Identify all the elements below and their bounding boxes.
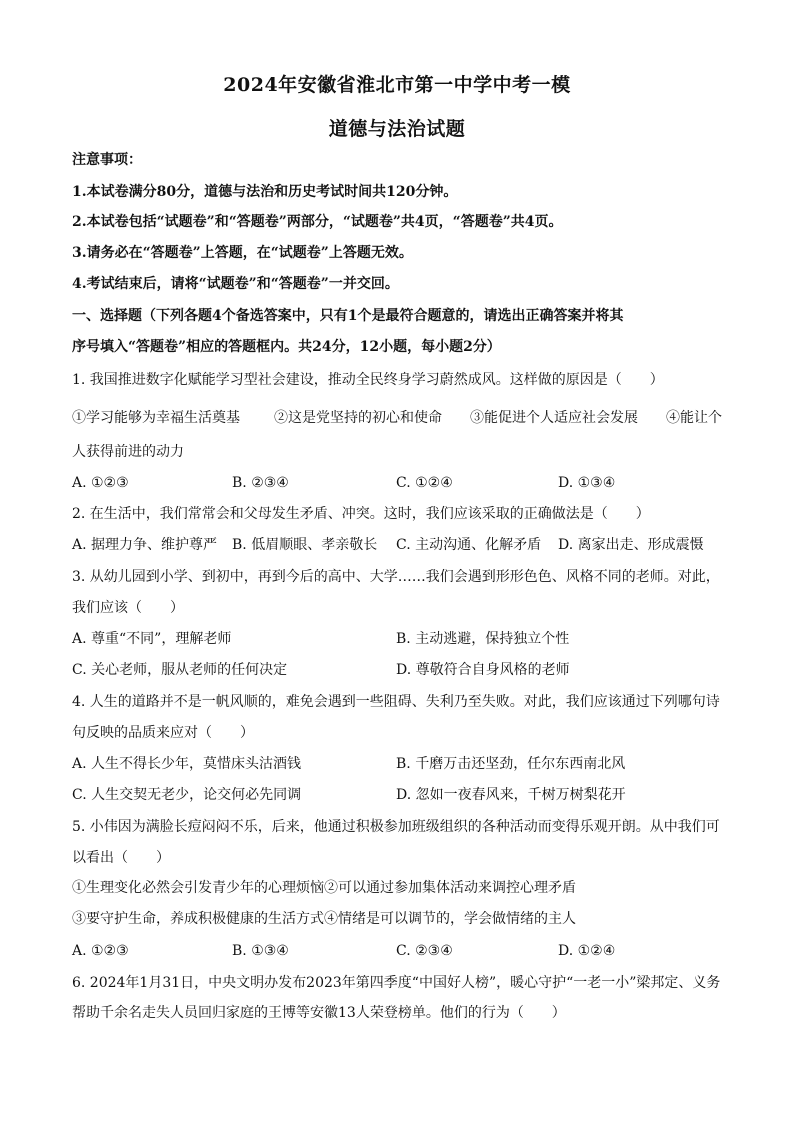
- notice-item-4: 4.考试结束后，请将“试题卷”和“答题卷”一并交回。: [72, 276, 399, 292]
- q2-option-a: A. 据理力争、维护尊严: [72, 537, 218, 553]
- q4-stem-line-2: 句反映的品质来应对（ ）: [72, 725, 254, 741]
- q1-statement-2: ②这是党坚持的初心和使命: [274, 410, 442, 426]
- q5-stem-line-2: 以看出（ ）: [72, 850, 170, 866]
- q4-option-b: B. 千磨万击还坚劲，任尔东西南北风: [396, 756, 626, 772]
- exam-subtitle: 道德与法治试题: [328, 118, 466, 140]
- q2-option-c: C. 主动沟通、化解矛盾: [396, 537, 542, 553]
- q1-statement-3: ③能促进个人适应社会发展: [470, 410, 638, 426]
- q2-option-b: B. 低眉顺眼、孝亲敬长: [232, 537, 378, 553]
- q5-option-c: C. ②③④: [396, 943, 453, 959]
- q5-statements-line-2: ③要守护生命，养成积极健康的生活方式④情绪是可以调节的，学会做情绪的主人: [72, 911, 576, 927]
- q5-stem-line-1: 5. 小伟因为满脸长痘闷闷不乐，后来，他通过积极参加班级组织的各种活动而变得乐观开朗。从中我们可: [72, 819, 720, 835]
- q1-statement-1: ①学习能够为幸福生活奠基: [72, 410, 240, 426]
- q1-option-a: A. ①②③: [72, 475, 129, 491]
- q4-stem-line-1: 4. 人生的道路并不是一帆风顺的，难免会遇到一些阻碍、失利乃至失败。对此，我们应该通过下列哪句诗: [72, 694, 720, 710]
- q3-stem-line-2: 我们应该（ ）: [72, 600, 184, 616]
- q1-statement-cont: 人获得前进的动力: [72, 444, 184, 460]
- q1-statement-4: ④能让个: [666, 410, 722, 426]
- q3-option-d: D. 尊敬符合自身风格的老师: [396, 662, 570, 678]
- q6-stem-line-2: 帮助千余名走失人员回归家庭的王博等安徽13人荣登榜单。他们的行为（ ）: [72, 1005, 566, 1021]
- q5-statements-line-1: ①生理变化必然会引发青少年的心理烦恼②可以通过参加集体活动来调控心理矛盾: [72, 880, 576, 896]
- section-heading-line-2: 序号填入“答题卷”相应的答题框内。共24分，12小题，每小题2分）: [72, 339, 501, 355]
- q1-option-c: C. ①②④: [396, 475, 453, 491]
- q1-option-d: D. ①③④: [558, 475, 616, 491]
- notice-item-1: 1.本试卷满分80分，道德与法治和历史考试时间共120分钟。: [72, 184, 458, 200]
- q4-option-c: C. 人生交契无老少，论交何必先同调: [72, 787, 302, 803]
- notice-heading: 注意事项：: [72, 152, 142, 168]
- q1-stem: 1. 我国推进数字化赋能学习型社会建设，推动全民终身学习蔚然成风。这样做的原因是（ ）: [72, 372, 664, 388]
- notice-item-3: 3.请务必在“答题卷”上答题，在“试题卷”上答题无效。: [72, 245, 413, 261]
- q4-option-d: D. 忽如一夜春风来，千树万树梨花开: [396, 787, 626, 803]
- q5-option-a: A. ①②③: [72, 943, 129, 959]
- q3-stem-line-1: 3. 从幼儿园到小学、到初中，再到今后的高中、大学……我们会遇到形形色色、风格不同的老师。对此，: [72, 569, 720, 585]
- exam-title: 2024年安徽省淮北市第一中学中考一模: [223, 74, 571, 96]
- q4-option-a: A. 人生不得长少年，莫惜床头沽酒钱: [72, 756, 302, 772]
- q6-stem-line-1: 6. 2024年1月31日，中央文明办发布2023年第四季度“中国好人榜”，暖心守护“一老一小”梁邦定、义务: [72, 975, 721, 991]
- notice-item-2: 2.本试卷包括“试题卷”和“答题卷”两部分，“试题卷”共4页，“答题卷”共4页。: [72, 214, 563, 230]
- q2-stem: 2. 在生活中，我们常常会和父母发生矛盾、冲突。这时，我们应该采取的正确做法是（ ）: [72, 506, 650, 522]
- q3-option-a: A. 尊重“不同”，理解老师: [72, 631, 232, 647]
- section-heading-line-1: 一、选择题（下列各题4个备选答案中，只有1个是最符合题意的，请选出正确答案并将其: [72, 308, 624, 324]
- q5-option-b: B. ①③④: [232, 943, 289, 959]
- q3-option-b: B. 主动逃避，保持独立个性: [396, 631, 570, 647]
- q3-option-c: C. 关心老师，服从老师的任何决定: [72, 662, 288, 678]
- q1-option-b: B. ②③④: [232, 475, 289, 491]
- q2-option-d: D. 离家出走、形成震慑: [558, 537, 704, 553]
- q5-option-d: D. ①②④: [558, 943, 616, 959]
